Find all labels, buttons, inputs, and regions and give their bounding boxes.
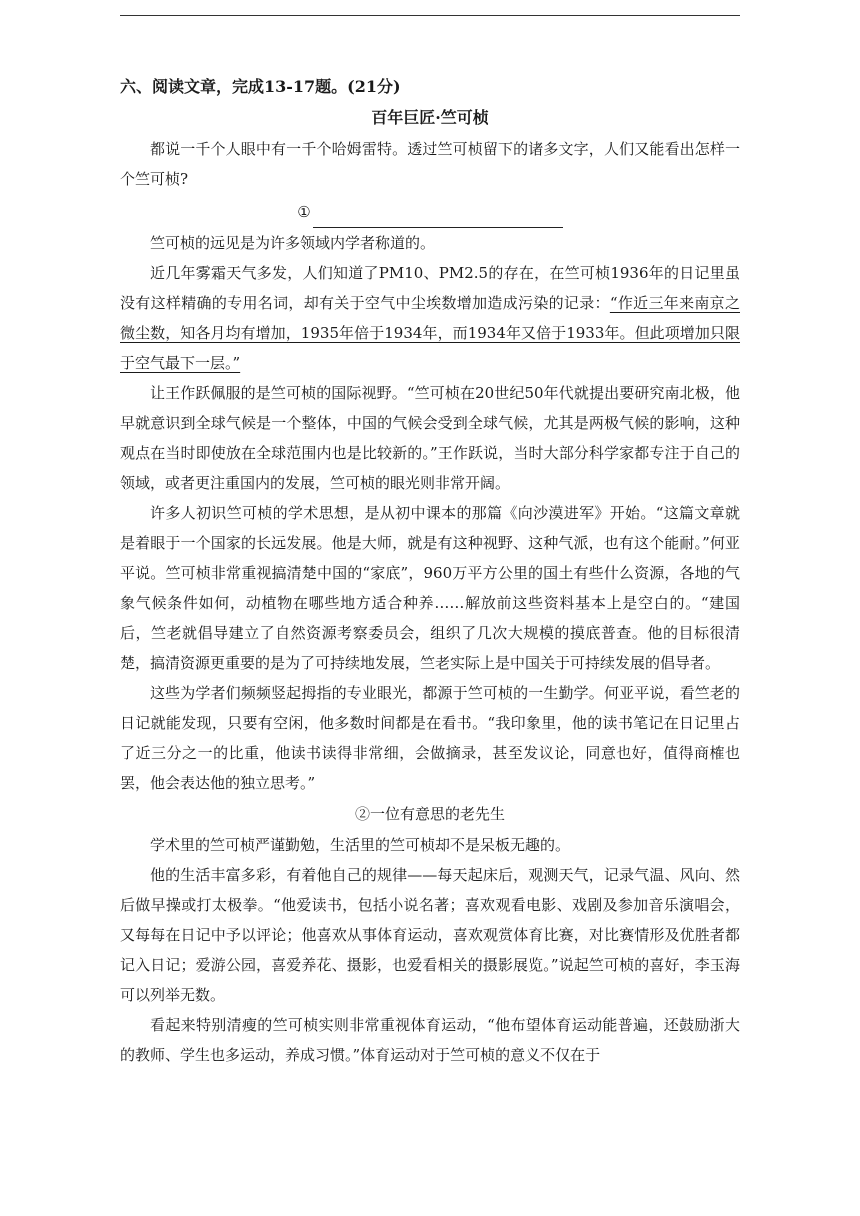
document-page bbox=[120, 72, 740, 1070]
subheading-2: ②一位有意思的老先生 bbox=[354, 805, 505, 823]
underlined-quote: “作近三年来南京之微尘数，知各月均有增加，1935年倍于1934年，而1934年又倍于1933年。但此项增加只限于空气最下一层。” bbox=[120, 294, 740, 372]
article-title: 百年巨匠·竺可桢 bbox=[371, 108, 489, 127]
paragraph-4: 让王作跃佩服的是竺可桢的国际视野。“竺可桢在20世纪50年代就提出要研究南北极，他早就意识到全球气候是一个整体，中国的气候会受到全球气候，尤其是两极气候的影响，这种观点在当时即使放在全球范围内也是比较新的。”王作跃说，当时大部分科学家都专注于自己的领域，或者更注重国内的发展，竺可桢的眼光则非常开阔。 bbox=[120, 384, 740, 492]
paragraph-3 bbox=[120, 258, 740, 378]
paragraph-3-text: 近几年雾霜天气多发，人们知道了PM10、PM2.5的存在，在竺可桢1936年的日记里虽没有这样精确的专用名词，却有关于空气中尘埃数增加造成污染的记录： bbox=[120, 264, 740, 312]
section-heading: 六、阅读文章，完成13-17题。(21分) bbox=[120, 77, 401, 96]
paragraph-9: 看起来特别清瘦的竺可桢实则非常重视体育运动，“他布望体育运动能普遍，还鼓励浙大的教师、学生也多运动，养成习惯。”体育运动对于竺可桢的意义不仅在于 bbox=[120, 1016, 740, 1064]
paragraph-2: 竺可桢的远见是为许多领域内学者称道的。 bbox=[150, 234, 436, 252]
paragraph-1: 都说一千个人眼中有一千个哈姆雷特。透过竺可桢留下的诸多文字，人们又能看出怎样一个竺可桢? bbox=[120, 140, 740, 188]
paragraph-8: 他的生活丰富多彩，有着他自己的规律——每天起床后，观测天气，记录气温、风向、然后做早操或打太极拳。“他爱读书，包括小说名著；喜欢观看电影、戏剧及参加音乐演唱会，又每每在日记中予以评论；他喜欢从事体育运动，喜欢观赏体育比赛，对比赛情形及优胜者都记入日记；爱游公园，喜爱养花、摄影，也爱看相关的摄影展览。”说起竺可桢的喜好，李玉海可以列举无数。 bbox=[120, 866, 740, 1004]
top-rule bbox=[120, 15, 740, 16]
blank-number: ① bbox=[297, 203, 311, 221]
paragraph-5: 许多人初识竺可桢的学术思想，是从初中课本的那篇《向沙漠进军》开始。“这篇文章就是着眼于一个国家的长远发展。他是大师，就是有这种视野、这种气派，也有这个能耐。”何亚平说。竺可桢非常重视搞清楚中国的“家底”，960万平方公里的国土有些什么资源，各地的气象气候条件如何，动植物在哪些地方适合种养……解放前这些资料基本上是空白的。“建国后，竺老就倡导建立了自然资源考察委员会，组织了几次大规模的摸底普查。他的目标很清楚，搞清资源更重要的是为了可持续地发展，竺老实际上是中国关于可持续发展的倡导者。 bbox=[120, 504, 740, 672]
blank-line bbox=[313, 209, 563, 228]
paragraph-6: 这些为学者们频频竖起拇指的专业眼光，都源于竺可桢的一生勤学。何亚平说，看竺老的日记就能发现，只要有空闲，他多数时间都是在看书。“我印象里，他的读书笔记在日记里占了近三分之一的比重，他读书读得非常细，会做摘录，甚至发议论，同意也好，值得商榷也罢，他会表达他的独立思考。” bbox=[120, 684, 740, 792]
fill-in-blank-1 bbox=[120, 196, 740, 228]
paragraph-7: 学术里的竺可桢严谨勤勉，生活里的竺可桢却不是呆板无趣的。 bbox=[150, 836, 571, 854]
